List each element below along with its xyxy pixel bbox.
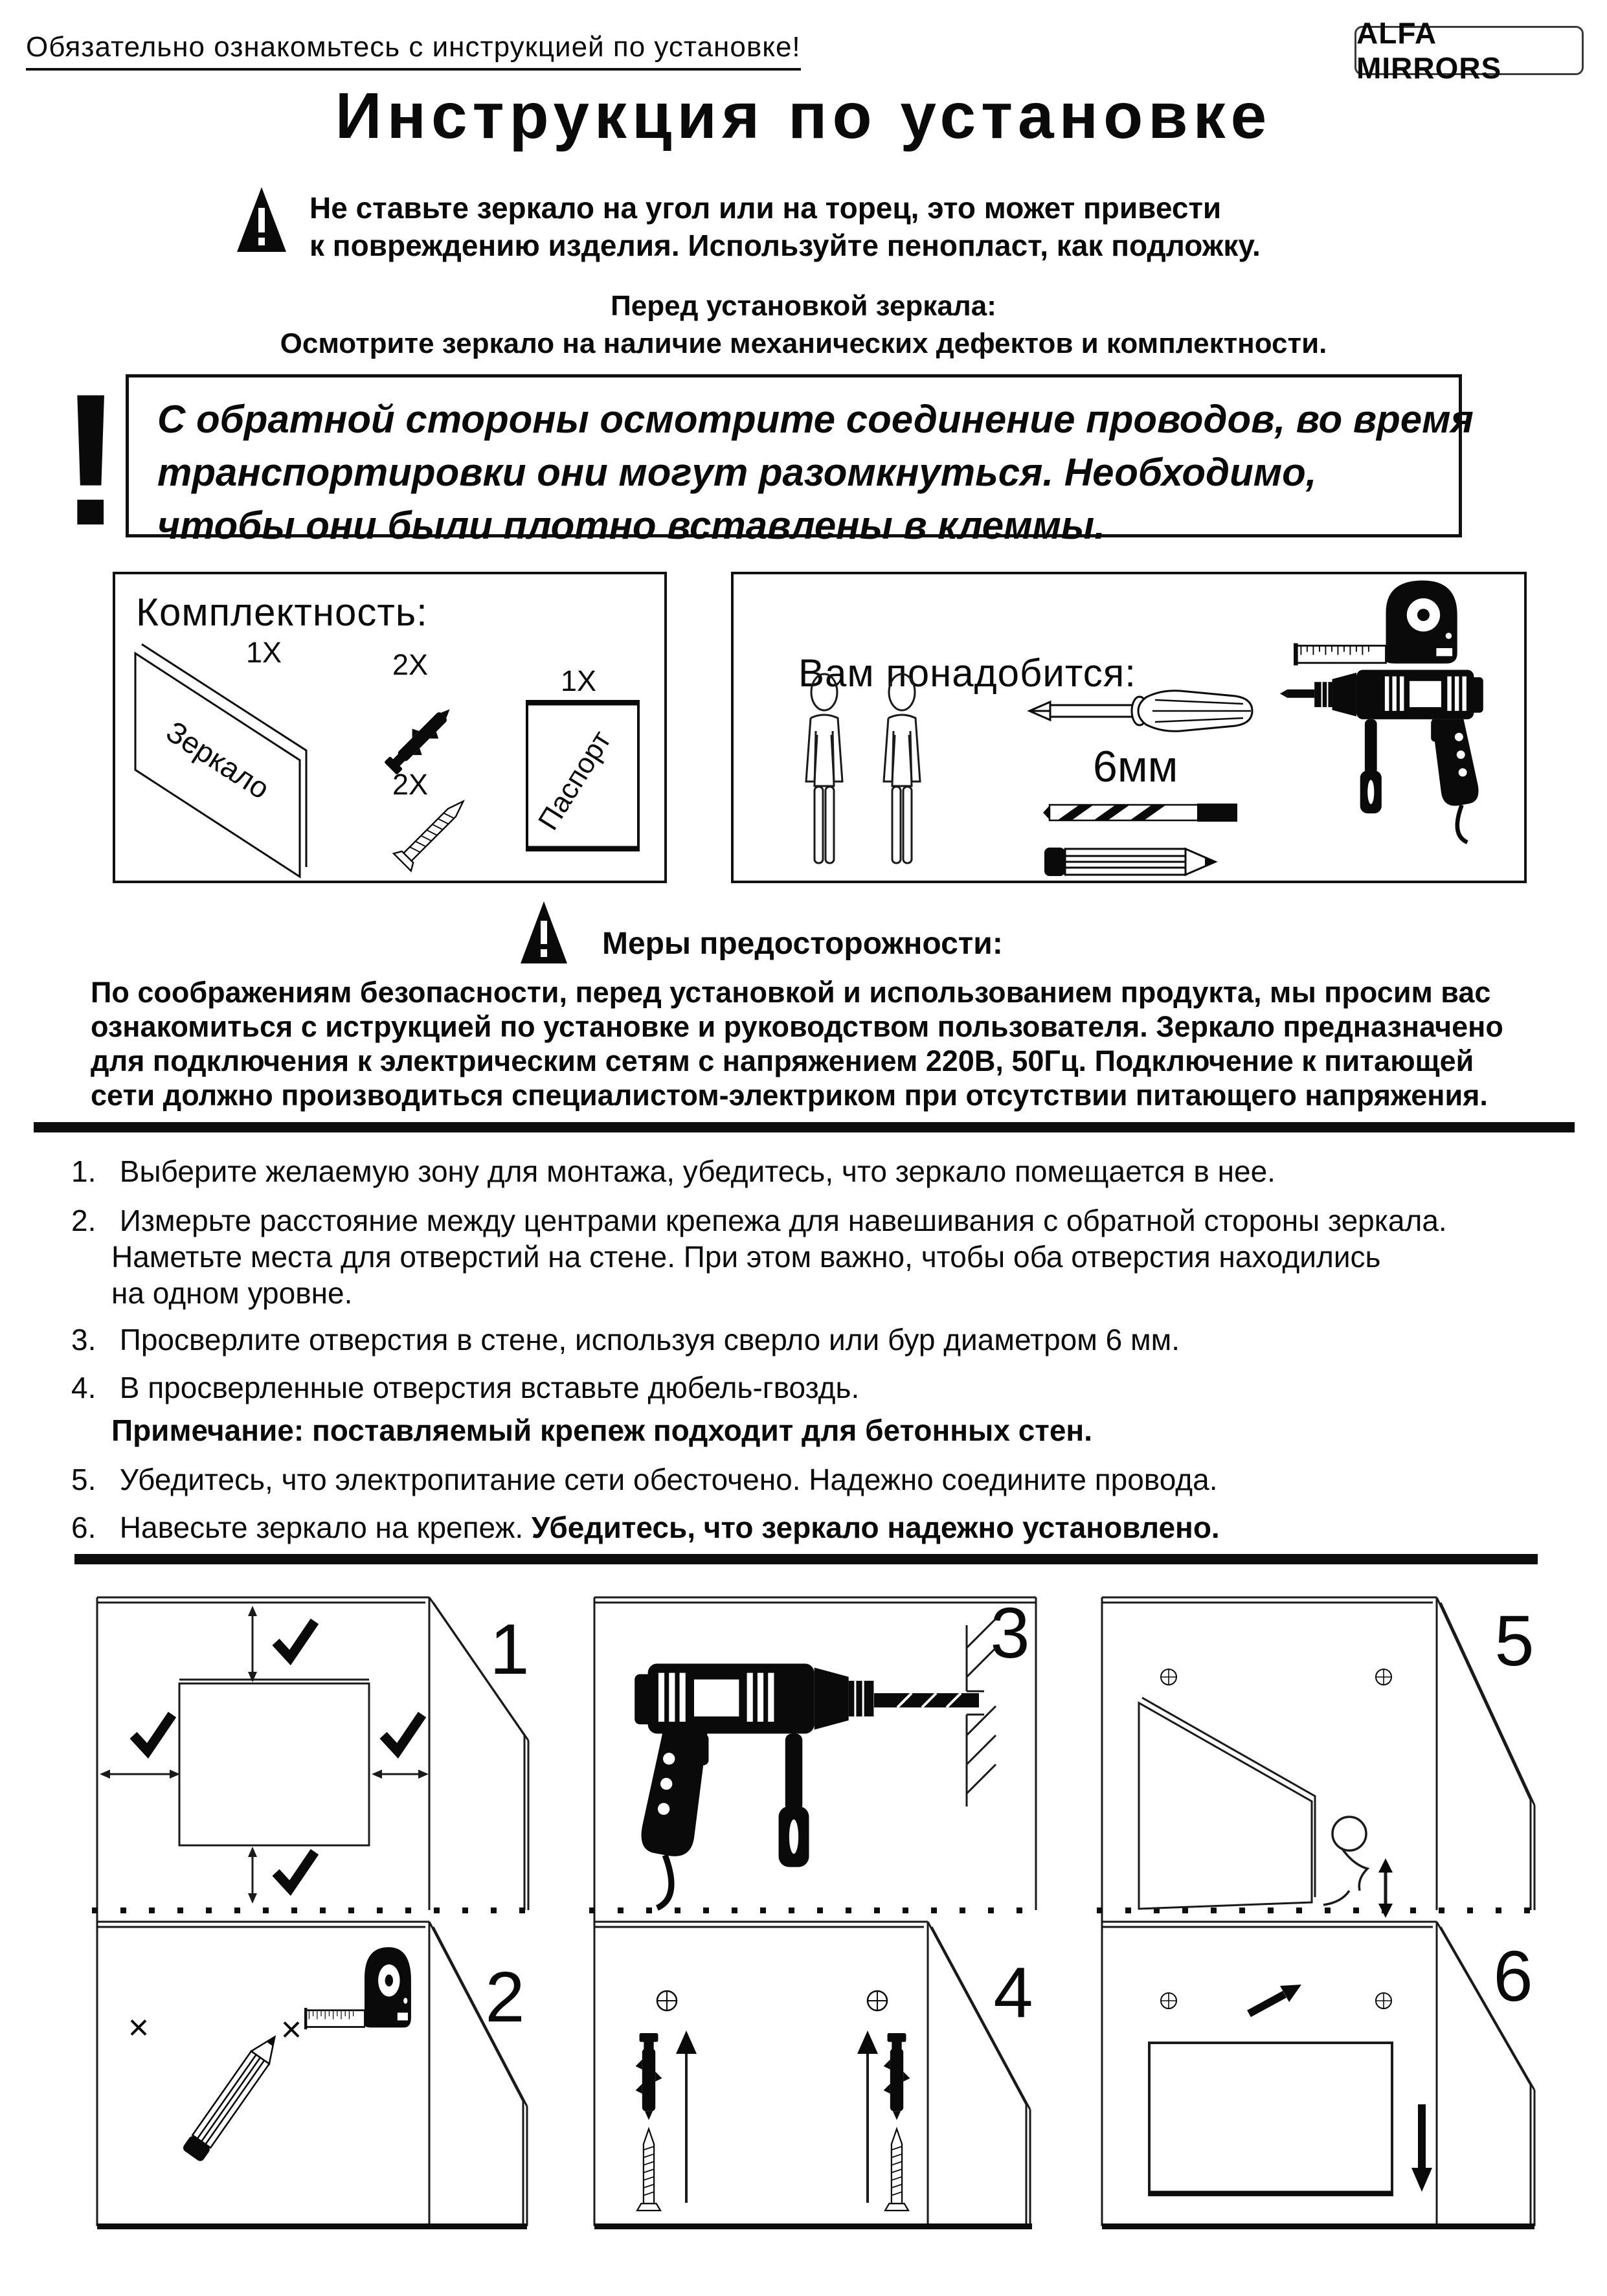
mirror-placement-diagram xyxy=(100,1606,429,1904)
step-6-bold-text: Убедитесь, что зеркало надежно установлено. xyxy=(531,1511,1220,1544)
precautions-line1: По соображениям безопасности, перед установкой и использованием продукта, мы просим вас xyxy=(91,976,1491,1009)
panel-4-number: 4 xyxy=(993,1953,1033,2032)
panel-2-number: 2 xyxy=(485,1957,525,2037)
tape-measure-icon xyxy=(304,1947,411,2029)
screw-icon xyxy=(637,2129,660,2211)
wire-connection-alert-box xyxy=(126,374,1474,547)
hole-mark-icon xyxy=(657,1991,677,2010)
diagram-column-3 xyxy=(1096,1586,1549,2240)
brand-logo xyxy=(1354,16,1584,85)
person-icon xyxy=(884,674,920,863)
panel-1-number: 1 xyxy=(489,1610,530,1689)
dowel-icon xyxy=(884,2033,910,2120)
hole-mark-icon xyxy=(1161,1993,1176,2009)
tools-needed-box xyxy=(731,572,1527,883)
diagram-column-2 xyxy=(588,1586,1041,2240)
floor-dotted-line xyxy=(92,1908,525,1913)
step-6 xyxy=(71,1510,1220,1545)
hole-mark-icon xyxy=(1161,1669,1176,1685)
pencil-icon xyxy=(1044,848,1215,876)
passport-label: Паспорт xyxy=(532,725,618,836)
tape-measure-icon xyxy=(1294,581,1457,666)
tools-art xyxy=(734,574,1527,881)
kit-title: Комплектность: xyxy=(136,591,428,634)
precautions-text xyxy=(91,975,1503,1112)
step-2-number: 2. xyxy=(71,1204,96,1237)
wire-connection-diagram xyxy=(1139,1669,1393,1918)
step-2-text: Измерьте расстояние между центрами крепежа для навешивания с обратной стороны зеркала. xyxy=(119,1204,1447,1237)
dowel-icon xyxy=(381,700,458,777)
step-3-number: 3. xyxy=(71,1323,96,1356)
bit-size-label: 6мм xyxy=(1093,742,1178,791)
kit-contents-box xyxy=(113,572,667,883)
warning-triangle-icon xyxy=(234,185,289,254)
hole-mark-icon xyxy=(868,1991,887,2010)
pencil-icon xyxy=(181,2030,284,2163)
precautions-line3: для подключения к электрическим сетям с напряжением 220В, 50Гц. Подключение к питающей xyxy=(91,1044,1474,1077)
step-4-number: 4. xyxy=(71,1371,96,1404)
check-icon xyxy=(383,1715,422,1751)
dowel-qty-label: 2X xyxy=(392,648,429,681)
person-icon xyxy=(806,674,842,863)
screw-qty-label: 2X xyxy=(392,768,429,801)
alert-line3: чтобы они были плотно вставлены в клеммы. xyxy=(157,504,1105,547)
before-install-text: Осмотрите зеркало на наличие механических дефектов и комплектности. xyxy=(280,328,1327,359)
step-6-number: 6. xyxy=(71,1511,96,1544)
step-2-cont2: на одном уровне. xyxy=(111,1276,353,1310)
step-2 xyxy=(71,1203,1447,1238)
passport-qty-label: 1X xyxy=(561,664,597,697)
before-install-heading: Перед установкой зеркала: xyxy=(611,290,996,322)
panel-6-number: 6 xyxy=(1493,1937,1533,2016)
drill-icon xyxy=(635,1663,873,1908)
drill-bit-icon xyxy=(1043,804,1237,822)
hole-mark-icon xyxy=(1376,1993,1391,2009)
dowel-icon xyxy=(636,2033,662,2120)
precautions-line4: сети должно производиться специалистом-электриком при отсутствии питающего напряжения. xyxy=(91,1079,1488,1112)
hang-mirror-diagram xyxy=(1149,1985,1432,2195)
marking-diagram xyxy=(128,1947,411,2163)
mirror-label: Зеркало xyxy=(160,714,276,806)
precautions-line2: ознакомиться с иструкцией по установке и руководством пользователя. Зеркало предназначено xyxy=(91,1010,1503,1043)
step-4-text: В просверленные отверстия вставьте дюбель-гвоздь. xyxy=(119,1371,860,1404)
step-5-text: Убедитесь, что электропитание сети обесточено. Надежно соедините провода. xyxy=(119,1463,1218,1496)
panel-5-number: 5 xyxy=(1494,1601,1534,1681)
section-divider xyxy=(34,1122,1575,1132)
dowel-insert-diagram xyxy=(636,1991,910,2211)
step-4 xyxy=(71,1370,859,1405)
step-1-text: Выберите желаемую зону для монтажа, убедитесь, что зеркало помещается в нее. xyxy=(119,1154,1275,1188)
precautions-heading: Меры предосторожности: xyxy=(602,927,1003,961)
brand-name: ALFA MIRRORS xyxy=(1356,16,1502,85)
mirror-qty-label: 1X xyxy=(246,636,282,669)
notice-text: Обязательно ознакомьтесь с инструкцией по установке! xyxy=(26,31,801,71)
step-3 xyxy=(71,1322,1180,1357)
section-divider xyxy=(74,1554,1538,1564)
step-3-text: Просверлите отверстия в стене, используя сверло или бур диаметром 6 мм. xyxy=(119,1323,1180,1356)
step-6-text: Навесьте зеркало на крепеж. xyxy=(119,1511,532,1544)
kit-contents-art xyxy=(115,574,667,881)
step-4-note: Примечание: поставляемый крепеж подходит для бетонных стен. xyxy=(111,1413,1092,1447)
check-icon xyxy=(276,1852,315,1888)
exclamation-mark: ! xyxy=(60,355,122,565)
diagram-column-1 xyxy=(91,1586,537,2240)
alert-line1: С обратной стороны осмотрите соединение проводов, во время xyxy=(157,398,1474,441)
check-icon xyxy=(133,1715,172,1751)
panel-3-number: 3 xyxy=(990,1593,1030,1673)
screw-icon xyxy=(394,793,472,871)
top-warning-line2: к повреждению изделия. Используйте пенопласт, как подложку. xyxy=(309,229,1261,262)
wall-mark-x: × xyxy=(280,2009,302,2049)
screwdriver-icon xyxy=(1029,691,1252,732)
screw-icon xyxy=(885,2129,908,2211)
step-5-number: 5. xyxy=(71,1463,96,1496)
floor-dotted-line xyxy=(589,1908,1022,1913)
step-1-number: 1. xyxy=(71,1154,96,1188)
top-warning-text xyxy=(309,189,1261,264)
tools-title: Вам понадобится: xyxy=(798,651,1136,695)
page-title: Инструкция по установке xyxy=(335,80,1272,152)
hole-mark-icon xyxy=(1376,1669,1391,1685)
step-2-cont: Наметьте места для отверстий на стене. При этом важно, чтобы оба отверстия находились xyxy=(111,1240,1381,1274)
step-5 xyxy=(71,1462,1218,1497)
drill-icon xyxy=(1280,670,1483,842)
drilling-diagram xyxy=(635,1619,996,1908)
top-warning-line1: Не ставьте зеркало на угол или на торец, это может привести xyxy=(309,191,1222,225)
check-icon xyxy=(276,1621,315,1658)
step-1 xyxy=(71,1154,1275,1189)
warning-triangle-icon xyxy=(518,899,570,966)
alert-line2: транспортировки они могут разомкнуться. Необходимо, xyxy=(157,451,1317,494)
wall-mark-x: × xyxy=(128,2007,150,2047)
read-instruction-notice xyxy=(26,31,801,63)
